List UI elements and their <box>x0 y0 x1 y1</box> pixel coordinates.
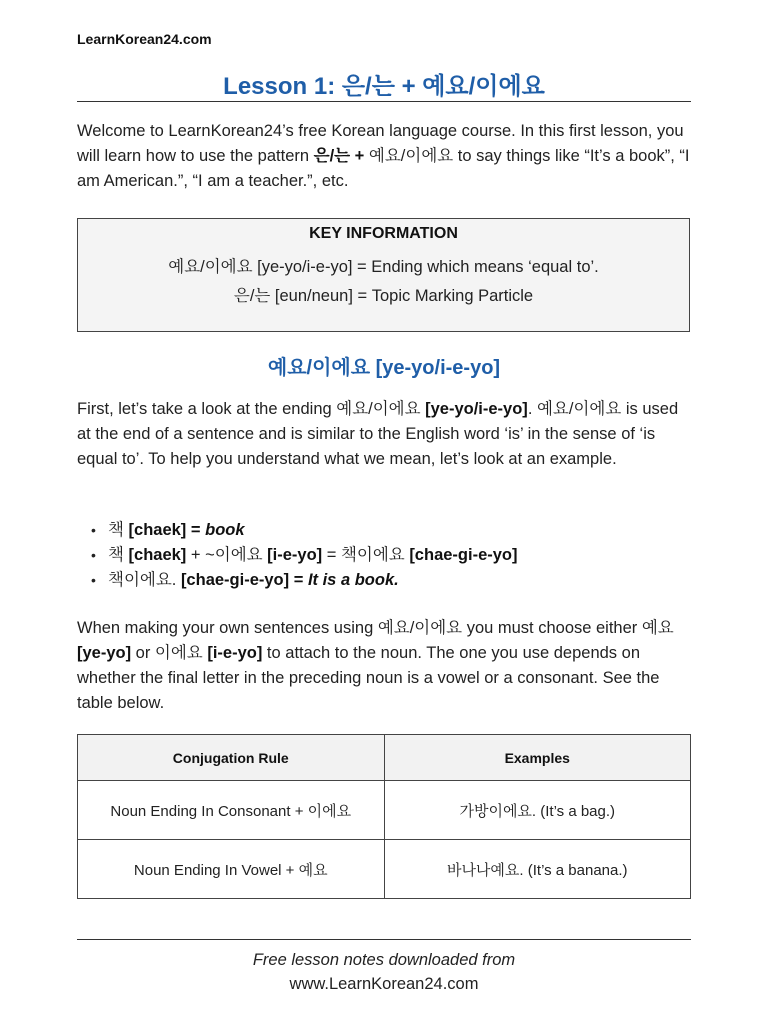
usage-bold-2: [i-e-yo] <box>207 644 263 662</box>
column-header-rule: Conjugation Rule <box>78 735 385 781</box>
lesson-page <box>77 0 691 1024</box>
footer-divider <box>77 939 691 940</box>
table-cell-rule: Noun Ending In Consonant + 이에요 <box>78 781 385 840</box>
example-romanization: [chae-gi-e-yo] <box>180 571 290 589</box>
title-divider <box>77 101 691 102</box>
table-cell-rule: Noun Ending In Vowel + 예요 <box>78 840 385 899</box>
bullet-icon: • <box>91 572 96 588</box>
example-result: = 책이에요 <box>322 546 410 564</box>
intro-bold-1: 은/는 + <box>313 147 369 165</box>
explanation-text-2: . 예요/이에요 is used at the end of a sentence and is similar to the English word ‘is’ in the sense of ‘is equal to’. To help you understand what we mean, let’s look at an example. <box>77 400 679 468</box>
key-information-box <box>77 218 690 332</box>
key-information-title: KEY INFORMATION <box>309 225 458 242</box>
bullet-icon: • <box>91 547 96 563</box>
column-header-examples: Examples <box>384 735 691 781</box>
bullet-icon: • <box>91 522 96 538</box>
key-information-line-2: 은/는 [eun/neun] = Topic Marking Particle <box>233 287 534 305</box>
footer-website-link[interactable]: www.LearnKorean24.com <box>289 975 479 993</box>
usage-paragraph <box>77 616 691 716</box>
usage-text-2: or 이에요 <box>131 644 208 662</box>
example-result-romanization: [chae-gi-e-yo] <box>409 546 518 564</box>
example-equals: = <box>289 571 308 589</box>
site-name: LearnKorean24.com <box>77 31 212 47</box>
explanation-bold-1: [ye-yo/i-e-yo] <box>425 400 528 418</box>
usage-bold-1: [ye-yo] <box>77 644 132 662</box>
table-cell-example: 바나나예요. (It’s a banana.) <box>384 840 691 899</box>
usage-text-3: to attach to the noun. The one you use depends on whether the final letter in the preceding noun is a vowel or a consonant. See the table below. <box>77 644 660 712</box>
key-information-line-1: 예요/이에요 [ye-yo/i-e-yo] = Ending which means ‘equal to’. <box>168 258 599 276</box>
table-cell-example: 가방이에요. (It’s a bag.) <box>384 781 691 840</box>
footer-note: Free lesson notes downloaded from <box>252 951 516 969</box>
example-romanization: [chaek] <box>128 546 187 564</box>
example-korean: 책 <box>108 521 129 539</box>
example-ending: + ~이에요 <box>186 546 268 564</box>
example-list <box>91 518 518 593</box>
example-ending-romanization: [i-e-yo] <box>267 546 323 564</box>
example-meaning: book <box>205 521 245 539</box>
list-item <box>91 518 518 543</box>
lesson-title-topic: 은/는 + 예요/이에요 <box>341 73 545 100</box>
table-header-row <box>78 735 691 781</box>
table-row <box>78 840 691 899</box>
explanation-text-1: First, let’s take a look at the ending 예요/이에요 <box>77 400 426 418</box>
example-romanization: [chaek] <box>128 521 187 539</box>
lesson-title-prefix: Lesson 1: <box>223 73 342 100</box>
intro-text-1: Welcome to LearnKorean24’s free Korean language course. In this first lesson, you will learn how to use the pattern <box>77 122 684 165</box>
conjugation-table <box>77 734 691 899</box>
list-item <box>91 543 518 568</box>
section-heading: 예요/이에요 [ye-yo/i-e-yo] <box>267 357 501 379</box>
intro-paragraph <box>77 119 691 194</box>
example-korean: 책이에요. <box>108 571 181 589</box>
list-item <box>91 568 518 593</box>
example-meaning: It is a book. <box>307 571 399 589</box>
explanation-paragraph <box>77 397 691 472</box>
example-equals: = <box>186 521 206 539</box>
example-korean: 책 <box>108 546 129 564</box>
lesson-title <box>77 66 691 101</box>
table-row <box>78 781 691 840</box>
intro-text-2: 예요/이에요 to say things like “It’s a book”, “I am American.”, “I am a teacher.”, etc. <box>77 147 690 190</box>
usage-text-1: When making your own sentences using 예요/이에요 you must choose either 예요 <box>77 619 674 637</box>
